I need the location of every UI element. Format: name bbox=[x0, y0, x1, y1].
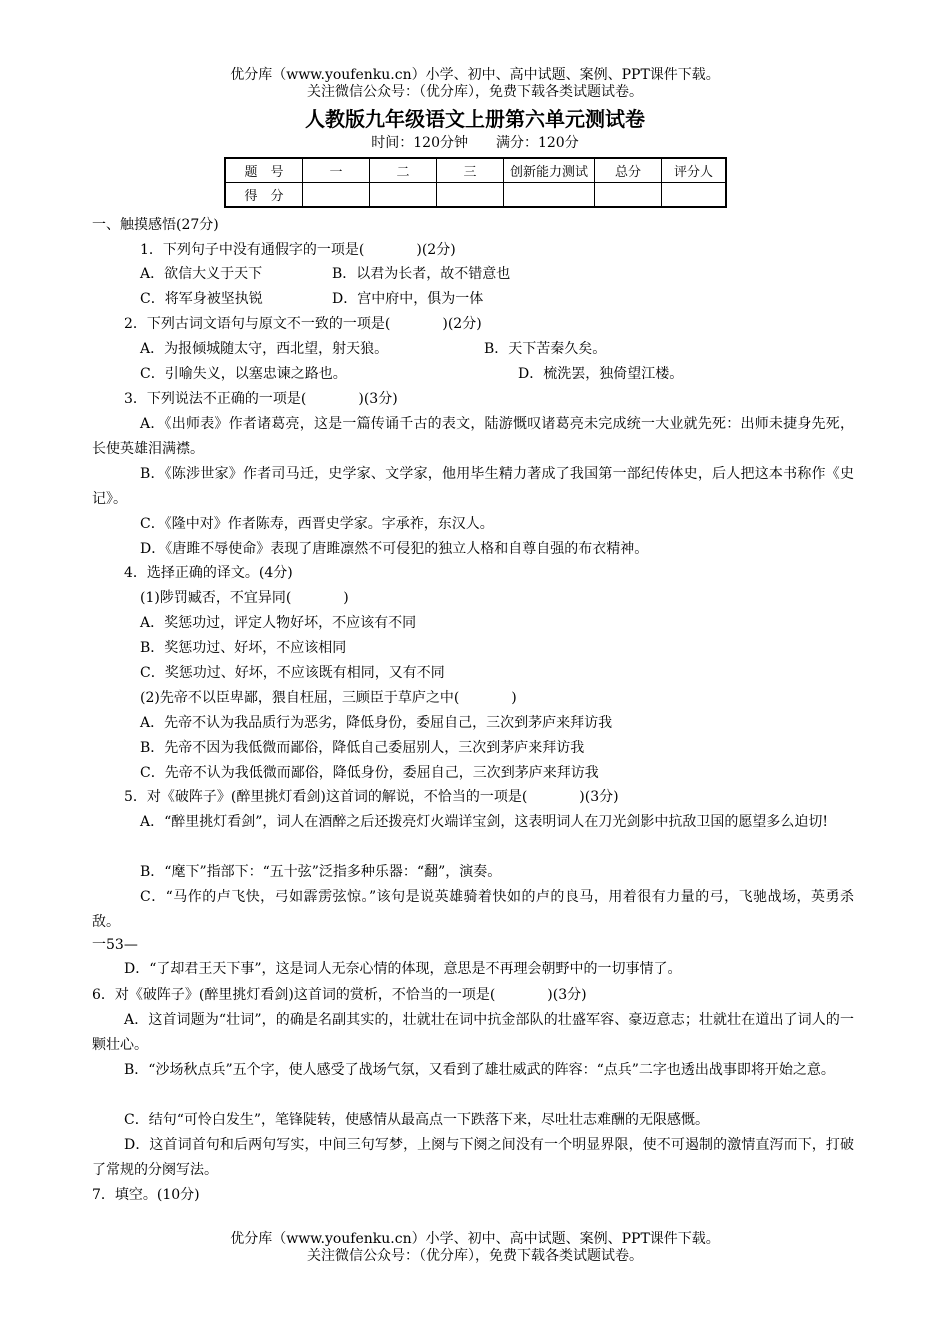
question-6-stem: 6．对《破阵子》(醉里挑灯看剑)这首词的赏析，不恰当的一项是( )(3分) bbox=[92, 987, 587, 1003]
question-2-option-c: C．引喻失义，以塞忠谏之路也。 bbox=[140, 366, 347, 382]
question-3-stem: 3．下列说法不正确的一项是( )(3分) bbox=[124, 391, 398, 407]
section-heading: 一、触摸感悟(27分) bbox=[92, 217, 219, 233]
score-input-cell[interactable] bbox=[370, 183, 437, 208]
score-input-cell[interactable] bbox=[303, 183, 370, 208]
question-7-stem: 7．填空。(10分) bbox=[92, 1187, 200, 1203]
question-3-option-a: A．《出师表》作者诸葛亮，这是一篇传诵千古的表文，陆游慨叹诸葛亮未完成统一大业就先死：出师未捷身先死，长使英雄泪满襟。 bbox=[92, 416, 854, 457]
question-1-stem: 1．下列句子中没有通假字的一项是( )(2分) bbox=[140, 242, 456, 258]
question-4-part-2-stem: (2)先帝不以臣卑鄙，猥自枉屈，三顾臣于草庐之中( ) bbox=[140, 690, 517, 706]
question-4-part-2-option-b: B．先帝不因为我低微而鄙俗，降低自己委屈别人，三次到茅庐来拜访我 bbox=[140, 740, 585, 756]
question-2-option-d: D．梳洗罢，独倚望江楼。 bbox=[518, 366, 684, 382]
score-table-cell: 题 号 bbox=[225, 158, 303, 183]
score-table-cell: 得 分 bbox=[225, 183, 303, 208]
score-table-cell: 总分 bbox=[595, 158, 662, 183]
site-header-line2: 关注微信公众号：（优分库），免费下载各类试题试卷。 bbox=[307, 84, 643, 100]
question-5-option-d: D．“了却君王天下事”，这是词人无奈心情的体现，意思是不再理会朝野中的一切事情了。 bbox=[124, 961, 682, 977]
site-header-line1: 优分库（www.youfenku.cn）小学、初中、高中试题、案例、PPT课件下载。 bbox=[230, 67, 720, 83]
question-2-stem: 2．下列古词文语句与原文不一致的一项是( )(2分) bbox=[124, 316, 482, 332]
question-3-option-b: B．《陈涉世家》作者司马迁，史学家、文学家，他用毕生精力著成了我国第一部纪传体史，后人把这本书称作《史记》。 bbox=[92, 466, 854, 507]
score-table-cell: 创新能力测试 bbox=[504, 158, 595, 183]
score-input-cell[interactable] bbox=[595, 183, 662, 208]
question-4-stem: 4．选择正确的译文。(4分) bbox=[124, 565, 293, 581]
question-4-part-1-stem: (1)陟罚臧否，不宜异同( ) bbox=[140, 590, 349, 606]
question-5-stem: 5．对《破阵子》(醉里挑灯看剑)这首词的解说，不恰当的一项是( )(3分) bbox=[124, 789, 619, 805]
question-1-option-d: D．宫中府中，俱为一体 bbox=[332, 291, 484, 307]
question-4-part-2-option-a: A．先帝不认为我品质行为恶劣，降低身份，委屈自己，三次到茅庐来拜访我 bbox=[140, 715, 613, 731]
score-input-cell[interactable] bbox=[662, 183, 727, 208]
question-3-option-d: D．《唐雎不辱使命》表现了唐雎凛然不可侵犯的独立人格和自尊自强的布衣精神。 bbox=[140, 541, 649, 557]
site-footer-line1: 优分库（www.youfenku.cn）小学、初中、高中试题、案例、PPT课件下载。 bbox=[230, 1231, 720, 1247]
score-table-cell: 一 bbox=[303, 158, 370, 183]
question-3-option-c: C．《隆中对》作者陈寿，西晋史学家。字承祚，东汉人。 bbox=[140, 516, 494, 532]
question-6-option-d: D．这首词首句和后两句写实，中间三句写梦，上阕与下阕之间没有一个明显界限，使不可遏制的激情直泻而下，打破了常规的分阕写法。 bbox=[92, 1137, 854, 1178]
exam-time-score: 时间：120分钟 满分：120分 bbox=[371, 135, 579, 151]
question-5-option-c: C．“马作的卢飞快，弓如霹雳弦惊。”该句是说英雄骑着快如的卢的良马，用着很有力量的弓，飞驰战场，英勇杀敌。 bbox=[92, 889, 854, 930]
page-number: 一53— bbox=[92, 937, 138, 953]
score-input-cell[interactable] bbox=[504, 183, 595, 208]
site-footer-line2: 关注微信公众号：（优分库），免费下载各类试题试卷。 bbox=[307, 1248, 643, 1264]
question-6-option-b: B．“沙场秋点兵”五个字，使人感受了战场气氛，又看到了雄壮威武的阵容：“点兵”二字也透出战事即将开始之意。 bbox=[124, 1062, 835, 1078]
exam-title: 人教版九年级语文上册第六单元测试卷 bbox=[305, 107, 645, 131]
question-1-option-c: C．将军身被坚执锐 bbox=[140, 291, 263, 307]
question-4-part-1-option-b: B．奖惩功过、好坏，不应该相同 bbox=[140, 640, 347, 656]
question-5-option-a: A．“醉里挑灯看剑”，词人在酒醉之后还拨亮灯火端详宝剑，这表明词人在刀光剑影中抗敌卫国的愿望多么迫切! bbox=[140, 814, 829, 830]
question-2-option-a: A．为报倾城随太守，西北望，射天狼。 bbox=[140, 341, 389, 357]
question-4-part-2-option-c: C．先帝不认为我低微而鄙俗，降低身份，委屈自己，三次到茅庐来拜访我 bbox=[140, 765, 599, 781]
score-table bbox=[224, 157, 727, 208]
score-table-header-row bbox=[225, 158, 726, 183]
question-1-option-b: B．以君为长者，故不错意也 bbox=[332, 266, 511, 282]
question-2-option-b: B．天下苦秦久矣。 bbox=[484, 341, 607, 357]
score-table-score-row bbox=[225, 183, 726, 208]
question-5-option-b: B．“麾下”指部下：“五十弦”泛指多种乐器：“翻”，演奏。 bbox=[140, 864, 502, 880]
question-1-option-a: A．欲信大义于天下 bbox=[140, 266, 263, 282]
question-6-option-c: C．结句“可怜白发生”，笔锋陡转，使感情从最高点一下跌落下来，尽吐壮志难酬的无限感慨。 bbox=[124, 1112, 710, 1128]
score-input-cell[interactable] bbox=[437, 183, 504, 208]
question-4-part-1-option-a: A．奖惩功过，评定人物好坏，不应该有不同 bbox=[140, 615, 417, 631]
question-6-option-a: A．这首词题为“壮词”，的确是名副其实的，壮就壮在词中抗金部队的壮盛军容、豪迈意志；壮就壮在道出了词人的一颗壮心。 bbox=[92, 1012, 854, 1053]
score-table-cell: 评分人 bbox=[662, 158, 727, 183]
score-table-cell: 三 bbox=[437, 158, 504, 183]
question-4-part-1-option-c: C．奖惩功过、好坏，不应该既有相同，又有不同 bbox=[140, 665, 445, 681]
score-table-cell: 二 bbox=[370, 158, 437, 183]
